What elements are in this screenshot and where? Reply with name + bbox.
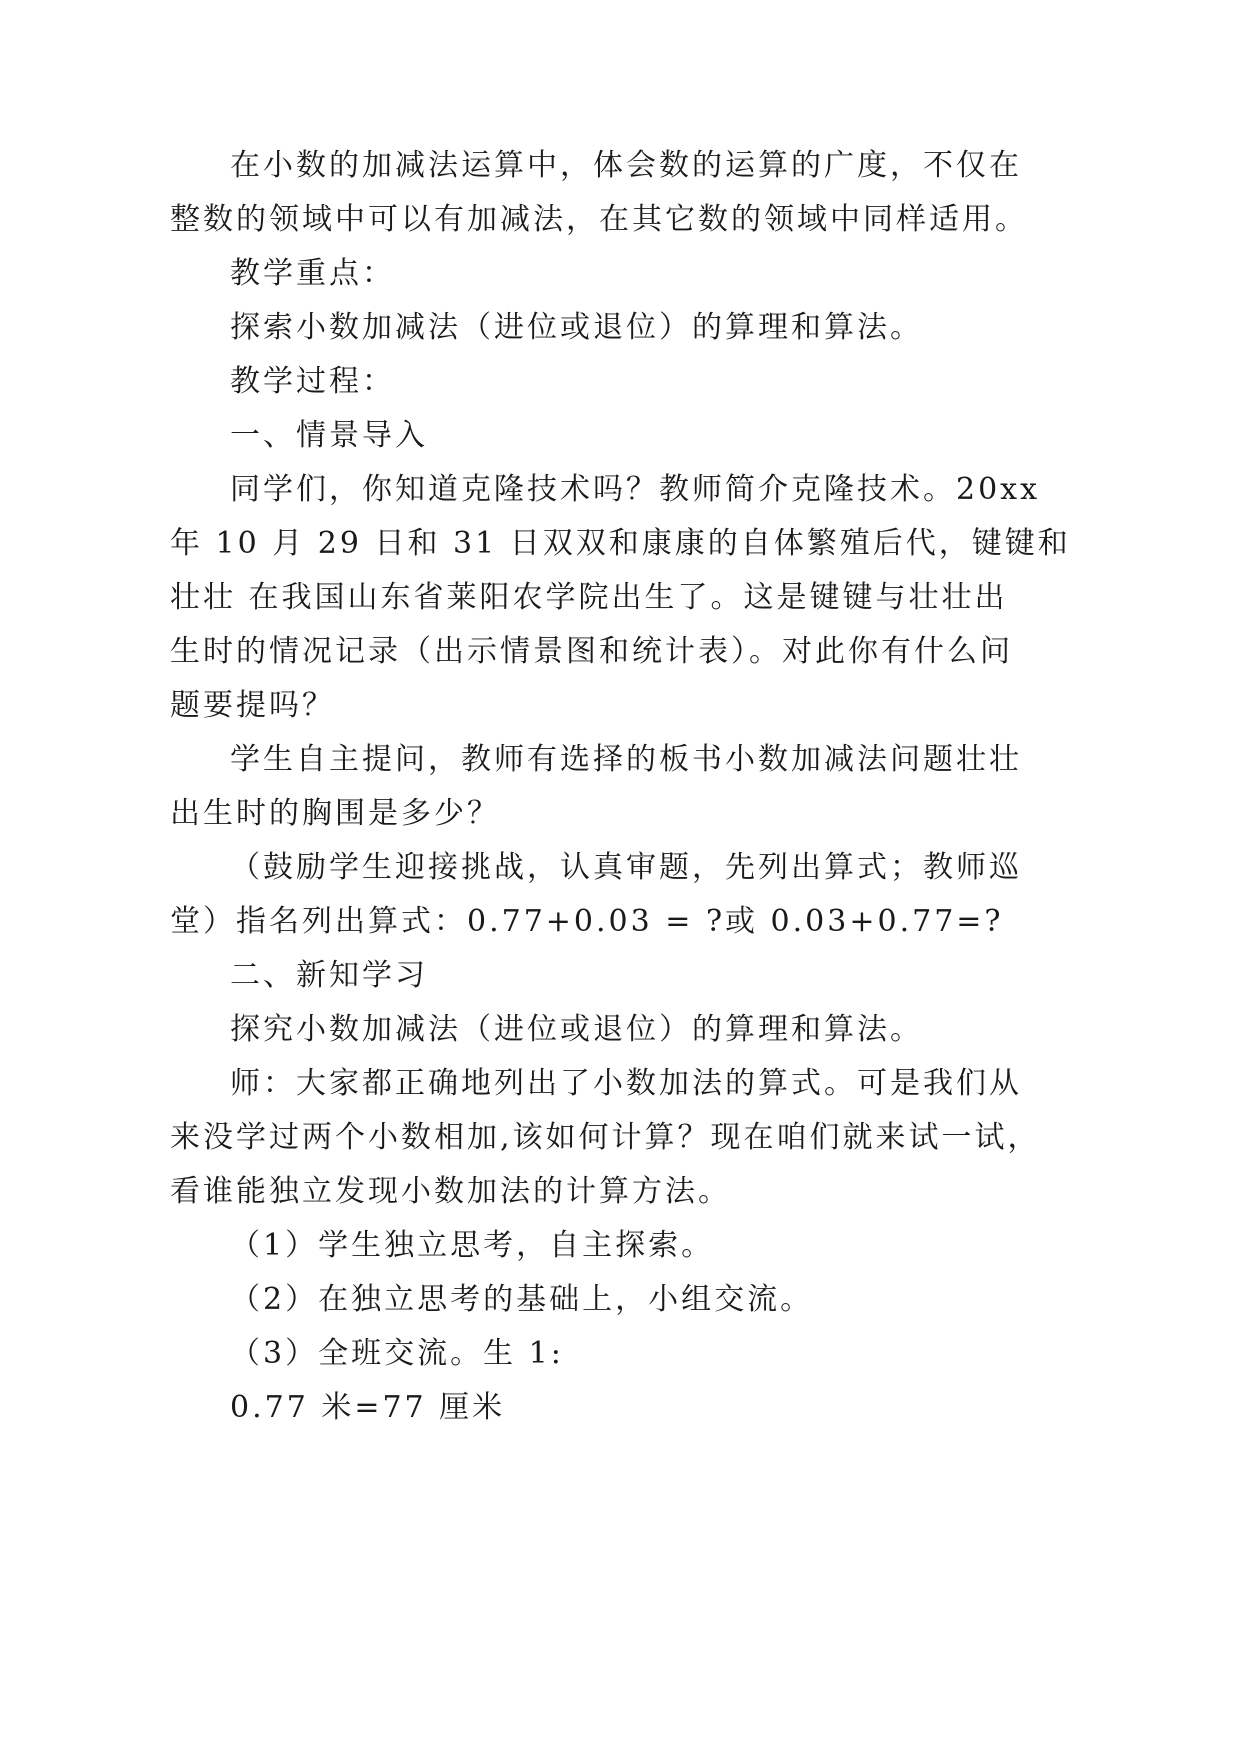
text-line: 学生自主提问，教师有选择的板书小数加减法问题壮壮	[230, 742, 1022, 777]
list-item: （2）在独立思考的基础上，小组交流。	[230, 1282, 814, 1317]
text-line: 0.77 米=77 厘米	[230, 1390, 506, 1425]
section-heading: 二、新知学习	[230, 958, 428, 993]
text-line: 看谁能独立发现小数加法的计算方法。	[170, 1174, 731, 1209]
text-line: （鼓励学生迎接挑战，认真审题，先列出算式；教师巡	[230, 850, 1022, 885]
text-line: 生时的情况记录（出示情景图和统计表）。对此你有什么问	[170, 634, 1013, 669]
text-line: 同学们，你知道克隆技术吗？教师简介克隆技术。20xx	[230, 472, 1041, 507]
text-line: 题要提吗？	[170, 688, 335, 723]
text-line: 堂）指名列出算式：0.77+0.03 = ?或 0.03+0.77=?	[170, 904, 1004, 939]
section-heading: 教学重点：	[230, 256, 395, 291]
text-line: 出生时的胸围是多少？	[170, 796, 500, 831]
section-heading: 一、情景导入	[230, 418, 428, 453]
text-line: 壮壮 在我国山东省莱阳农学院出生了。这是键键与壮壮出	[170, 580, 1008, 615]
text-line: 师：大家都正确地列出了小数加法的算式。可是我们从	[230, 1066, 1022, 1101]
text-line: 探究小数加减法（进位或退位）的算理和算法。	[230, 1012, 923, 1047]
section-heading: 教学过程：	[230, 364, 395, 399]
text-line: 在小数的加减法运算中，体会数的运算的广度，不仅在	[230, 148, 1022, 183]
text-line: 年 10 月 29 日和 31 日双双和康康的自体繁殖后代，键键和	[170, 526, 1071, 561]
text-line: 整数的领域中可以有加减法，在其它数的领域中同样适用。	[170, 202, 1028, 237]
list-item: （3）全班交流。生 1:	[230, 1336, 564, 1371]
text-line: 探索小数加减法（进位或退位）的算理和算法。	[230, 310, 923, 345]
text-line: 来没学过两个小数相加,该如何计算？现在咱们就来试一试，	[170, 1120, 1041, 1155]
list-item: （1）学生独立思考，自主探索。	[230, 1228, 715, 1263]
